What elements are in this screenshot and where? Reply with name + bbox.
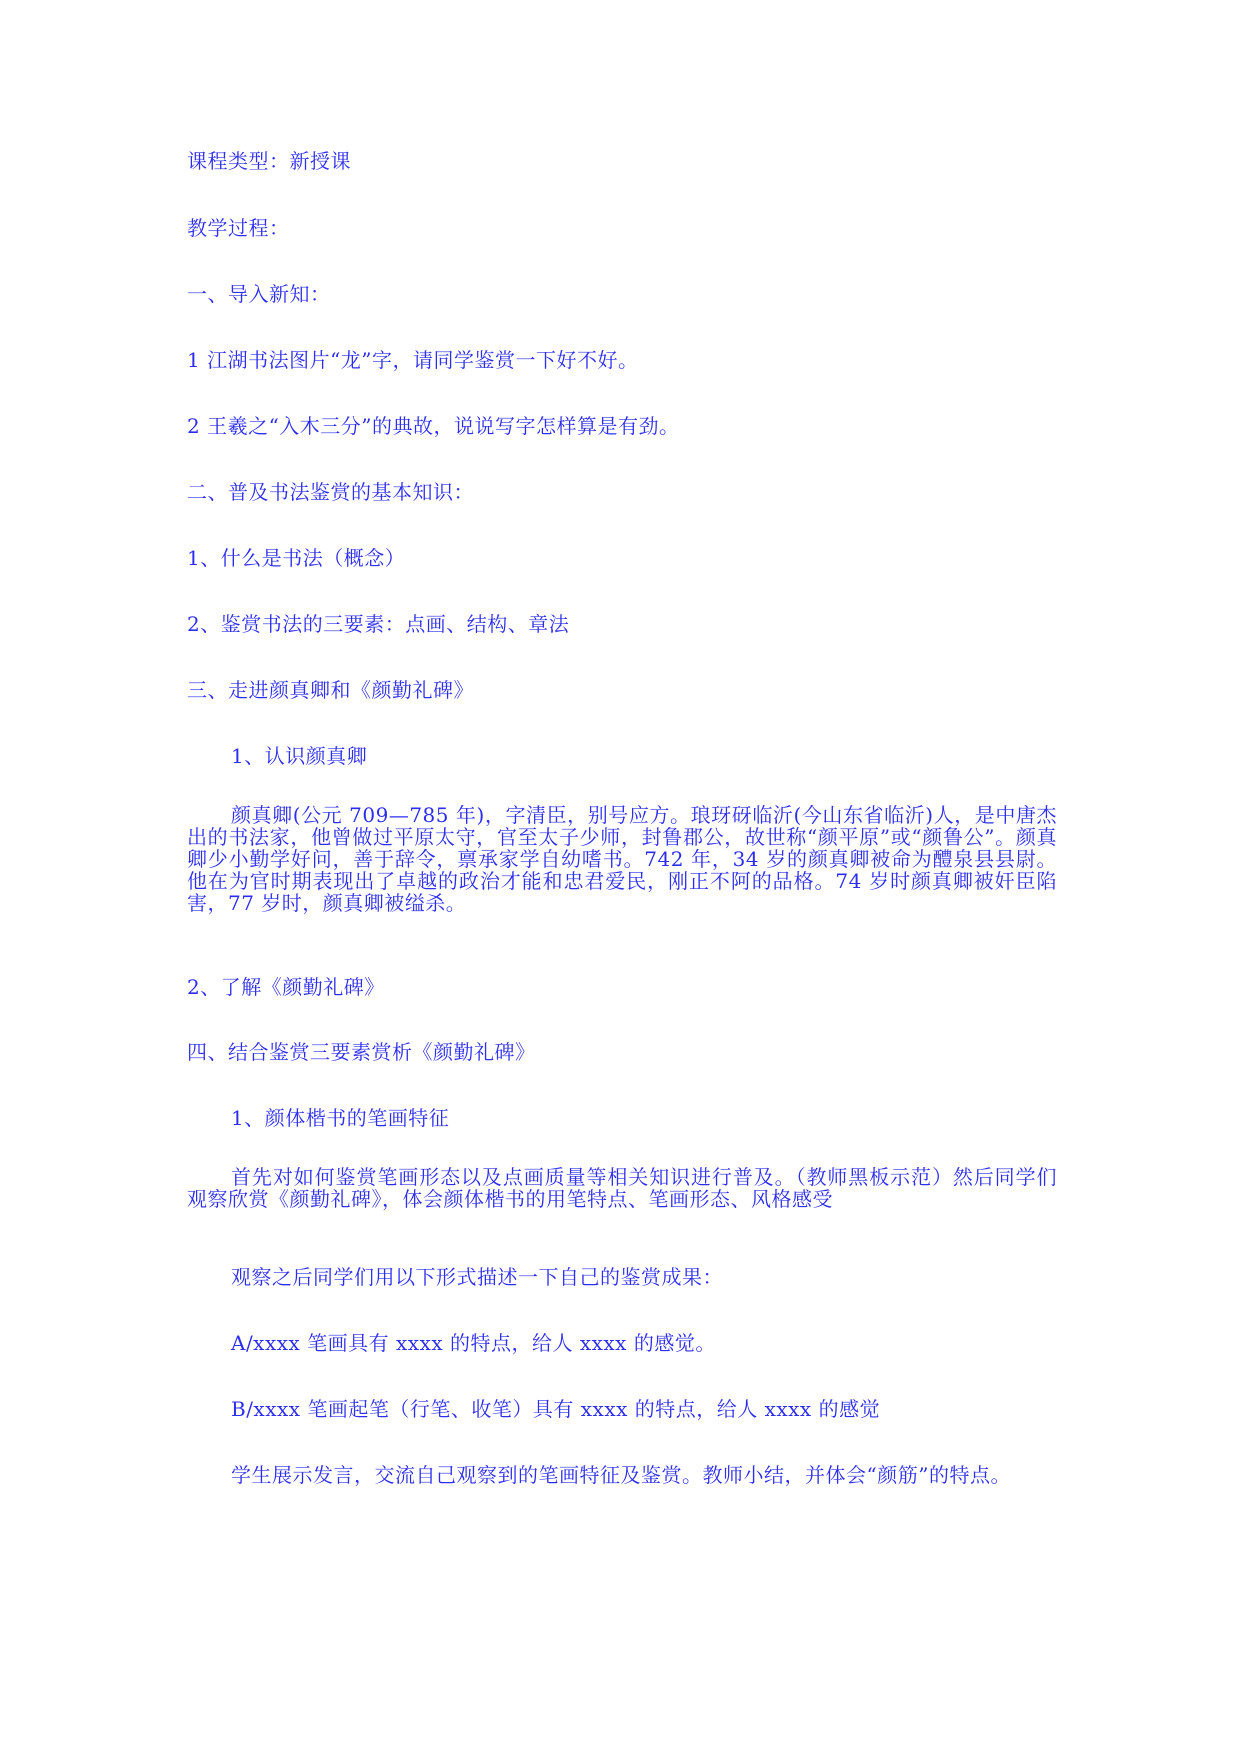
process-title: 教学过程：: [187, 216, 290, 240]
stroke-paragraph: [187, 1166, 1057, 1210]
course-type: 课程类型：新授课: [187, 149, 351, 173]
section2-item1: 1、什么是书法（概念）: [187, 546, 406, 570]
section4-heading: 四、结合鉴赏三要素赏析《颜勤礼碑》: [187, 1040, 536, 1064]
section4-sub1: 1、颜体楷书的笔画特征: [231, 1106, 450, 1130]
section1-item2: 2 王羲之“入木三分”的典故，说说写字怎样算是有劲。: [187, 414, 680, 438]
section3-heading: 三、走进颜真卿和《颜勤礼碑》: [187, 678, 474, 702]
section3-sub2: 2、了解《颜勤礼碑》: [187, 975, 385, 999]
form-a: A/xxxx 笔画具有 xxxx 的特点，给人 xxxx 的感觉。: [231, 1331, 716, 1355]
observation-prompt: 观察之后同学们用以下形式描述一下自己的鉴赏成果：: [231, 1265, 723, 1289]
section1-heading: 一、导入新知：: [187, 282, 331, 306]
biography-paragraph: [187, 804, 1057, 914]
stroke-text: 首先对如何鉴赏笔画形态以及点画质量等相关知识进行普及。（教师黑板示范）然后同学们观察欣赏《颜勤礼碑》，体会颜体楷书的用笔特点、笔画形态、风格感受: [187, 1165, 1057, 1211]
section1-item1: 1 江湖书法图片“龙”字，请同学鉴赏一下好不好。: [187, 348, 639, 372]
section2-item2: 2、鉴赏书法的三要素：点画、结构、章法: [187, 612, 570, 636]
summary-text: 学生展示发言，交流自己观察到的笔画特征及鉴赏。教师小结，并体会“颜筋”的特点。: [231, 1463, 1011, 1487]
biography-text: 颜真卿(公元 709—785 年)，字清臣，别号应方。琅玡砑临沂(今山东省临沂)人，是中唐杰出的书法家，他曾做过平原太守，官至太子少师，封鲁郡公，故世称“颜平原”或“颜鲁公”。颜真卿少小勤学好问，善于辞令，禀承家学自幼嗜书。742 年，34 岁的颜真卿被命为醴泉县县尉。他在为官时期表现出了卓越的政治才能和忠君爱民，刚正不阿的品格。74 岁时颜真卿被奸臣陷害，77 岁时，颜真卿被缢杀。: [187, 803, 1057, 915]
section3-sub1: 1、认识颜真卿: [231, 744, 368, 768]
section2-heading: 二、普及书法鉴赏的基本知识：: [187, 480, 474, 504]
form-b: B/xxxx 笔画起笔（行笔、收笔）具有 xxxx 的特点，给人 xxxx 的感觉: [231, 1397, 881, 1421]
